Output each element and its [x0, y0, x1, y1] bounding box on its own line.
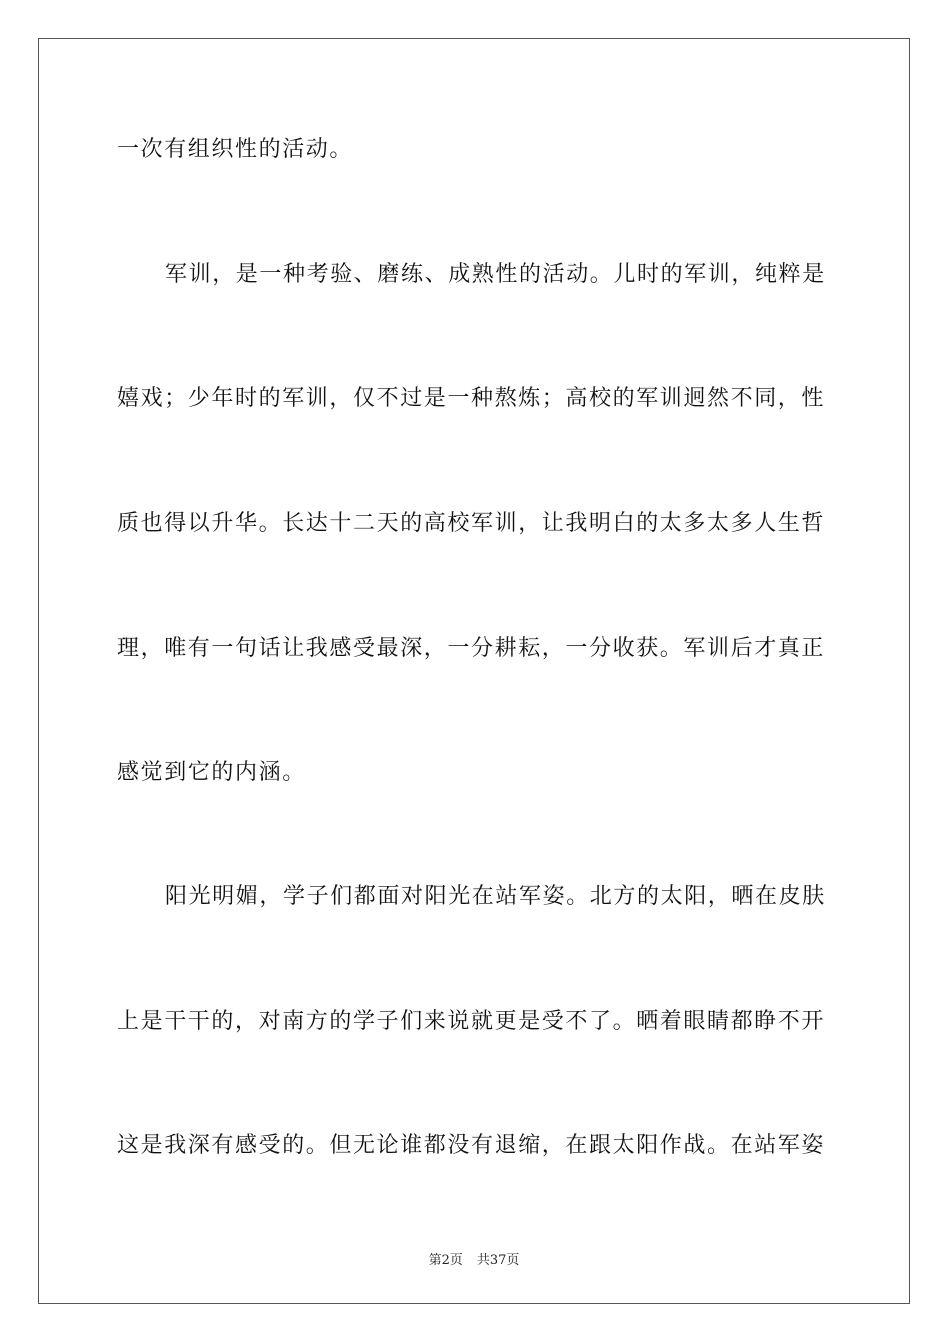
text-line: 质也得以升华。长达十二天的高校军训，让我明白的太多太多人生哲: [117, 511, 826, 536]
page-number: 第2页: [428, 1253, 463, 1268]
text-line: 上是干干的，对南方的学子们来说就更是受不了。晒着眼睛都睁不开: [117, 1009, 826, 1034]
document-page: [38, 38, 910, 1304]
text-line: 理，唯有一句话让我感受最深，一分耕耘，一分收获。军训后才真正: [117, 636, 826, 661]
text-line: 嬉戏；少年时的军训，仅不过是一种熬炼；高校的军训迥然不同，性: [117, 386, 826, 411]
text-line: 感觉到它的内涵。: [117, 760, 306, 785]
page-total: 共37页: [476, 1253, 520, 1268]
text-line: 这是我深有感受的。但无论谁都没有退缩，在跟太阳作战。在站军姿: [117, 1133, 826, 1158]
page-footer: [39, 1249, 909, 1268]
text-line: 一次有组织性的活动。: [117, 137, 354, 162]
paragraph-start-line: 军训，是一种考验、磨练、成熟性的活动。儿时的军训，纯粹是: [165, 262, 826, 287]
paragraph-start-line: 阳光明媚，学子们都面对阳光在站军姿。北方的太阳，晒在皮肤: [165, 884, 826, 909]
